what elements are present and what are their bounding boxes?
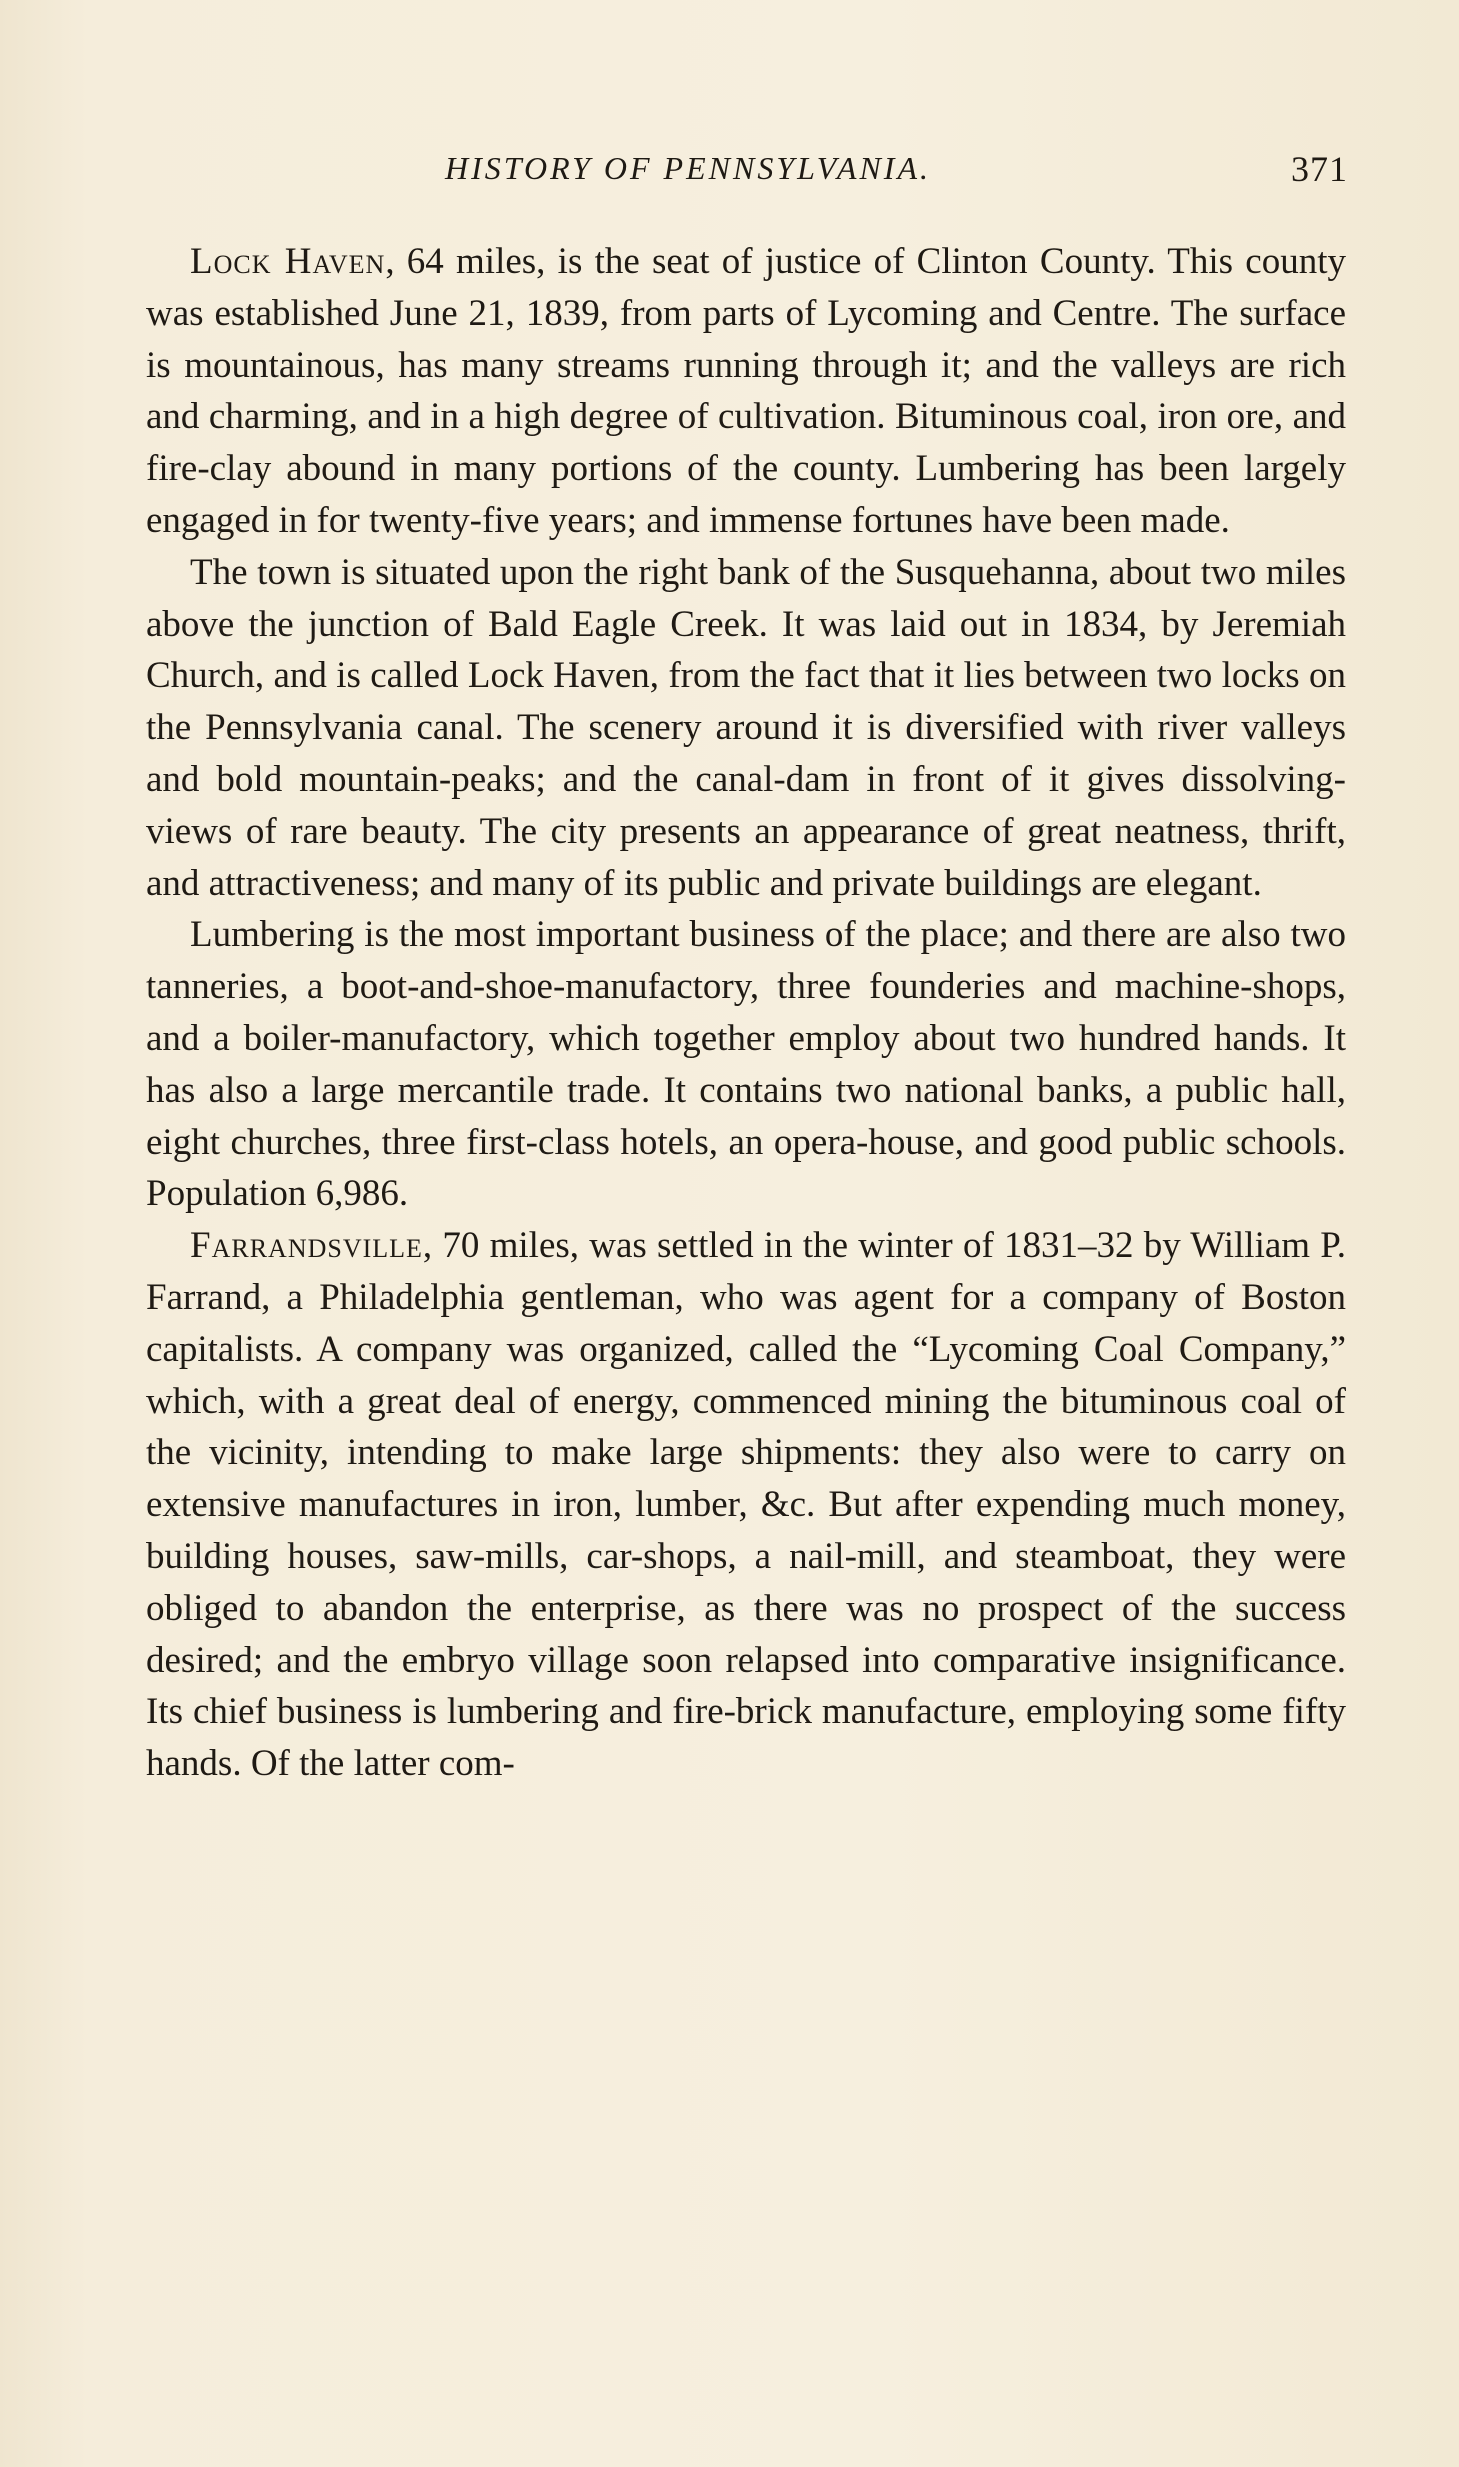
paragraph-lock-haven xyxy=(146,236,1346,547)
body-text xyxy=(146,236,1346,1790)
paragraph-farrandsville xyxy=(146,1220,1346,1790)
page-number: 371 xyxy=(1291,149,1348,189)
paragraph-text: The town is situated upon the right bank of the Susquehanna, about two miles above the junction of Bald Eagle Creek. It was laid out in 1834, by Jeremiah Church, and is called Lock Haven, from the fact that it lies between two locks on the Pennsylvania canal. The scenery around it is diversified with river valleys and bold mountain-peaks; and the canal-dam in front of it gives dissolving-views of rare beauty. The city presents an appearance of great neatness, thrift, and attractiveness; and many of its public and private buildings are elegant. xyxy=(146,551,1346,904)
paragraph-text: Lumbering is the most important business of the place; and there are also two tanneries, a boot-and-shoe-manufactory, three founderies and machine-shops, and a boiler-manufactory, which together employ about two hundred hands. It has also a large mercantile trade. It contains two national banks, a public hall, eight churches, three first-class hotels, an opera-house, and good public schools. Population 6,986. xyxy=(146,914,1346,1215)
paragraph-town-description xyxy=(146,547,1346,910)
paragraph-text: , 64 miles, is the seat of justice of Clinton County. This county was established June 21, 1839, from parts of Lycoming and Centre. The surface is mountainous, has many streams running through it; and the valleys are rich and charming, and in a high degree of cultivation. Bituminous coal, iron ore, and fire-clay abound in many portions of the county. Lumbering has been largely engaged in for twenty-five years; and immense fortunes have been made. xyxy=(146,241,1346,541)
running-title: HISTORY OF PENNSYLVANIA. xyxy=(445,150,931,186)
page-header xyxy=(188,148,1348,208)
place-name-lock-haven: Lock Haven xyxy=(190,241,386,282)
paragraph-text: , 70 miles, was settled in the winter of 1831–32 by William P. Farrand, a Philadelphia gentleman, who was agent for a company of Boston capitalists. A company was organized, called the “Lycoming Coal Company,” which, with a great deal of energy, commenced mining the bituminous coal of the vicinity, intending to make large shipments: they also were to carry on extensive manufactures in iron, lumber, &c. But after expending much money, building houses, saw-mills, car-shops, a nail-mill, and steamboat, they were obliged to abandon the enterprise, as there was no prospect of the success desired; and the embryo village soon relapsed into comparative insignificance. Its chief business is lumbering and fire-brick manufacture, employing some fifty hands. Of the latter com- xyxy=(146,1225,1346,1785)
place-name-farrandsville: Farrandsville xyxy=(190,1225,423,1267)
paragraph-lumbering xyxy=(146,909,1346,1220)
